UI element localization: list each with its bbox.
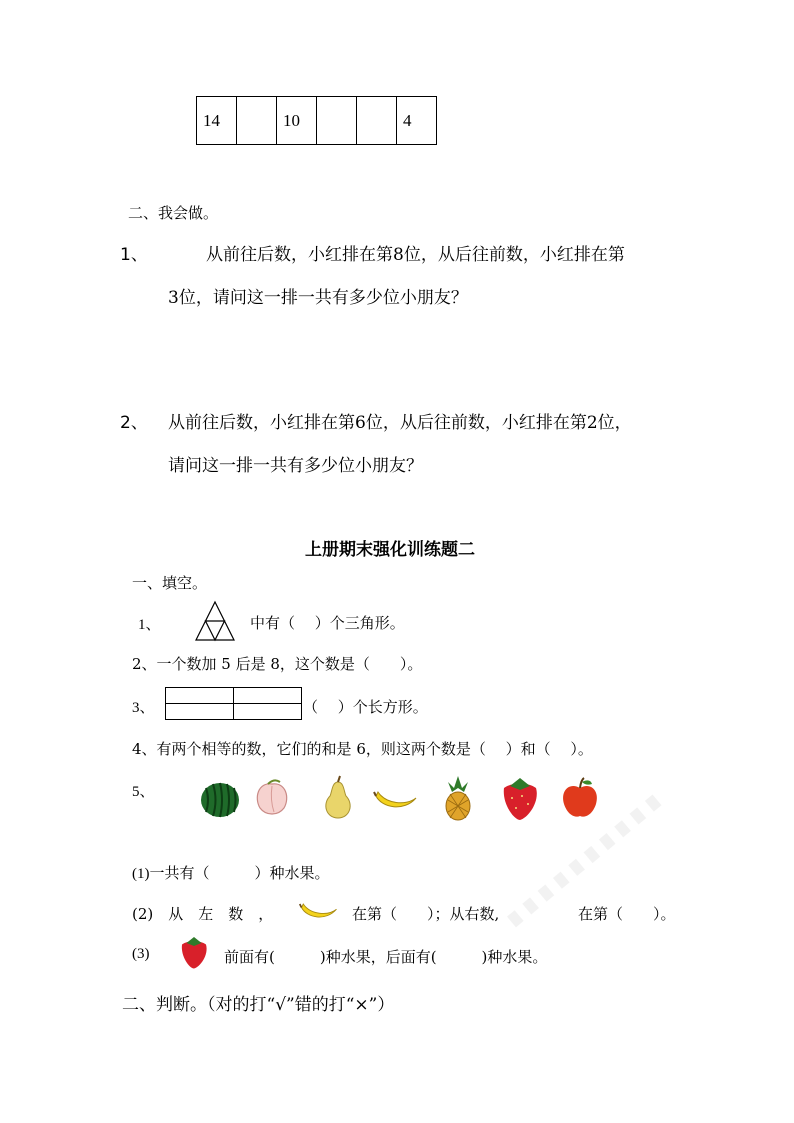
q2-number: 2、 (120, 413, 148, 433)
fill-q5-sub2-end: 在第（ ）。 (578, 905, 676, 923)
rectangle-figure-icon (165, 687, 303, 721)
fill-heading: 一、填空。 (132, 574, 208, 592)
fill-q5-sub2-prefix: (2) 从 左 数 ， (132, 905, 274, 923)
judge-heading: 二、判断。（对的打“√”错的打“×”） (122, 995, 395, 1015)
table-cell (237, 97, 277, 145)
table-cell (357, 97, 397, 145)
banana-icon (372, 774, 420, 822)
page-title: 上册期末强化训练题二 (305, 540, 475, 560)
triangle-figure-icon (194, 600, 236, 642)
fill-q1-text: 中有（ ）个三角形。 (250, 614, 405, 632)
fill-q1-number: 1、 (138, 617, 161, 633)
watermark-decoration (470, 760, 710, 960)
fill-q5-sub3-prefix: (3) (132, 946, 150, 962)
q1-number: 1、 (120, 245, 148, 265)
pear-icon (314, 774, 362, 822)
watermelon-icon (196, 774, 244, 822)
strawberry-icon (176, 934, 212, 970)
q2-line2: 请问这一排一共有多少位小朋友？ (168, 456, 423, 476)
fill-q5-sub2-mid: 在第（ ）；从右数, (352, 905, 500, 923)
fill-q5-sub1: (1)一共有（ ）种水果。 (132, 866, 330, 882)
number-table (196, 96, 437, 145)
fill-q3-number: 3、 (132, 700, 155, 716)
table-cell: 14 (197, 97, 237, 145)
table-cell: 4 (397, 97, 437, 145)
peach-icon (248, 774, 296, 822)
fill-q5-number: 5、 (132, 784, 155, 800)
q1-line1: 从前往后数，小红排在第8位，从后往前数，小红排在第 (206, 245, 625, 265)
table-cell: 10 (277, 97, 317, 145)
q1-line2: 3位，请问这一排一共有多少位小朋友？ (168, 288, 468, 308)
fill-q2-text: 2、一个数加 5 后是 8，这个数是（ ）。 (132, 655, 423, 673)
fill-q4-text: 4、有两个相等的数，它们的和是 6，则这两个数是（ ）和（ ）。 (132, 740, 593, 758)
fill-q5-sub3-text: 前面有( )种水果，后面有( )种水果。 (224, 948, 548, 966)
table-cell (317, 97, 357, 145)
banana-icon (298, 895, 340, 927)
q2-line1: 从前往后数，小红排在第6位，从后往前数，小红排在第2位， (168, 413, 632, 433)
section2-heading: 二、我会做。 (128, 204, 219, 222)
fill-q3-text: （ ）个长方形。 (303, 698, 428, 716)
